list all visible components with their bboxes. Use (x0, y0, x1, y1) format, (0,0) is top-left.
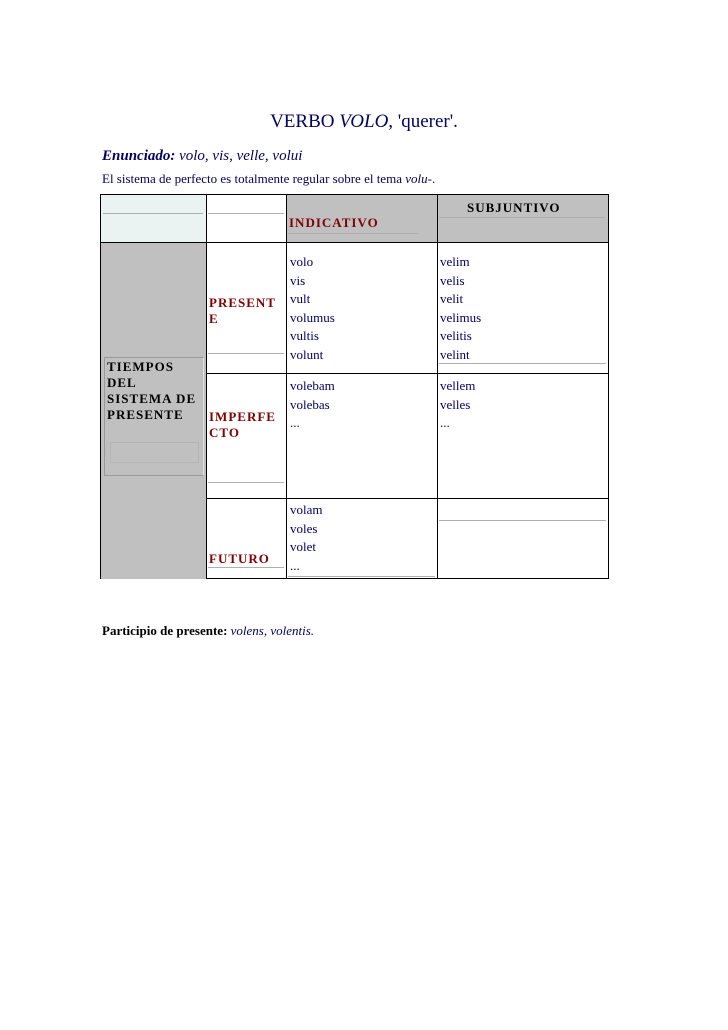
system-label-line: DEL (107, 375, 137, 390)
tense-label-line: IMPERFE (209, 409, 276, 424)
system-label-cell (101, 243, 206, 579)
cell-rule (288, 576, 435, 577)
note-text: El sistema de perfecto es totalmente regular sobre el tema (102, 171, 402, 186)
verb-form: vult (290, 291, 311, 306)
imperfecto-subjuntivo-forms (440, 377, 475, 433)
header-rule (288, 233, 418, 234)
tense-futuro: FUTURO (209, 551, 270, 566)
grid-line (101, 242, 608, 243)
system-label-line: TIEMPOS (107, 359, 174, 374)
verb-form: ... (290, 557, 300, 573)
cell-rule (439, 363, 606, 364)
header-blank-cell (206, 195, 286, 242)
tense-presente (209, 295, 276, 327)
verb-form: volo (290, 254, 314, 269)
note-end: . (431, 171, 436, 186)
verb-form: volebam (290, 378, 335, 393)
title-verb: VOLO, (339, 111, 394, 132)
grid-line (286, 195, 287, 579)
verb-form: vultis (290, 328, 319, 343)
participio-label: Participio de presente: (102, 623, 228, 638)
verb-form: velint (440, 346, 470, 362)
verb-form: volebas (290, 396, 330, 412)
verb-form: volumus (290, 309, 335, 325)
tense-label-line: CTO (209, 425, 240, 440)
header-rule (103, 213, 203, 214)
verb-form: velit (440, 291, 464, 306)
verb-form: ... (290, 415, 300, 430)
inner-empty-box (110, 442, 199, 463)
tense-imperfecto (209, 409, 276, 441)
header-rule (439, 217, 605, 218)
grid-line (437, 195, 438, 579)
presente-indicativo-forms (290, 253, 335, 364)
verb-form: volam (290, 502, 323, 517)
futuro-indicativo-forms (290, 501, 323, 575)
system-label (107, 359, 196, 423)
verb-form: vellem (440, 378, 476, 393)
verb-form: volunt (290, 346, 324, 362)
title-prefix: VERBO (270, 111, 335, 132)
header-rule (208, 213, 284, 214)
header-subjuntivo-cell (437, 195, 608, 242)
verb-form: ... (440, 415, 450, 430)
note-stem: volu- (405, 171, 432, 186)
cell-rule (208, 482, 284, 483)
tense-label-line: PRESENT (209, 295, 276, 310)
header-subjuntivo: SUBJUNTIVO (467, 200, 561, 215)
conjugation-table (100, 194, 609, 579)
enunciado-line (102, 146, 302, 166)
header-indicativo-cell (286, 195, 437, 242)
verb-form: voles (290, 520, 318, 536)
header-indicativo: INDICATIVO (289, 215, 379, 230)
verb-form: vis (290, 272, 306, 288)
cell-rule (439, 520, 606, 521)
grid-line (206, 195, 207, 579)
verb-form: velim (440, 254, 470, 269)
verb-form: volet (290, 539, 316, 554)
page-title (0, 110, 728, 134)
participio-line (102, 622, 314, 640)
verb-form: velitis (440, 328, 472, 343)
tense-label-line: E (209, 311, 219, 326)
verb-form: velimus (440, 309, 482, 325)
grid-line (206, 373, 608, 374)
participio-value: volens, volentis. (230, 623, 315, 638)
verb-form: velles (440, 396, 471, 412)
imperfecto-indicativo-forms (290, 377, 335, 433)
verb-form: velis (440, 272, 465, 288)
cell-rule (208, 567, 284, 568)
system-label-line: SISTEMA DE (107, 391, 197, 406)
perfect-system-note (102, 170, 435, 188)
cell-rule (208, 353, 284, 354)
presente-subjuntivo-forms (440, 253, 481, 364)
header-empty-cell (101, 195, 206, 242)
enunciado-label: Enunciado: (102, 148, 176, 164)
enunciado-value: volo, vis, velle, volui (179, 148, 303, 164)
title-gloss: 'querer'. (397, 111, 458, 132)
grid-line (206, 498, 608, 499)
system-label-line: PRESENTE (107, 407, 184, 422)
